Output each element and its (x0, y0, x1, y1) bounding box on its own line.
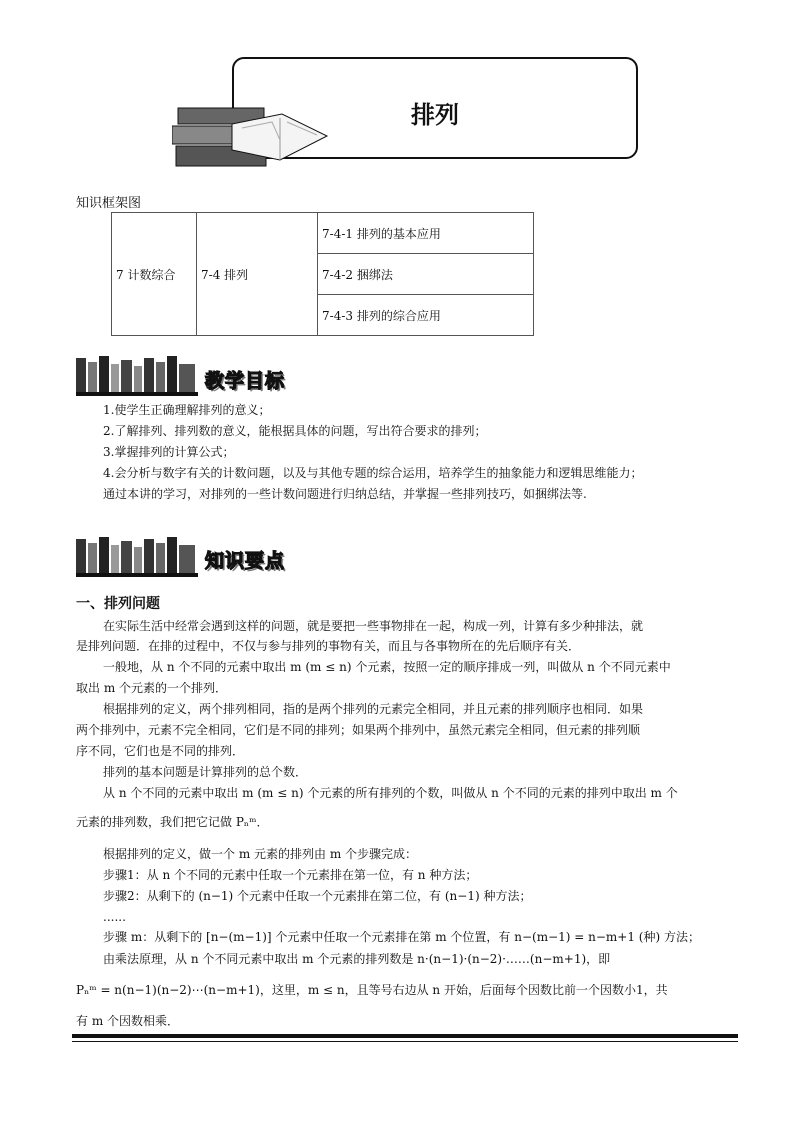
footer-rule-thick (72, 1034, 738, 1038)
framework-table (111, 212, 534, 336)
text-line: ...... (103, 910, 126, 924)
text-line: 从 n 个不同的元素中取出 m (m ≤ n) 个元素的所有排列的个数，叫做从 n 个不同的元素的排列中取出 m 个 (103, 786, 678, 800)
text-line: 步骤1：从 n 个不同的元素中任取一个元素排在第一位，有 n 种方法； (103, 868, 478, 882)
text-line: Pₙᵐ = n(n−1)(n−2)⋯(n−m+1)，这里，m ≤ n，且等号右边从 n 开始，后面每个因数比前一个因数小1，共 (76, 983, 668, 997)
text-line: 有 m 个因数相乘． (76, 1014, 180, 1028)
section-title-points: 知识要点 (205, 550, 286, 572)
text-line: 在实际生活中经常会遇到这样的问题，就是要把一些事物排在一起，构成一列，计算有多少种排法，就 (103, 619, 644, 633)
section-title-goals: 教学目标 (205, 370, 286, 392)
text-line: 根据排列的定义，做一个 m 元素的排列由 m 个步骤完成： (103, 847, 418, 861)
goal-line: 通过本讲的学习，对排列的一些计数问题进行归纳总结，并掌握一些排列技巧，如捆绑法等. (103, 487, 587, 501)
framework-label: 知识框架图 (76, 196, 142, 211)
section-banner-decoration (76, 356, 198, 396)
text-line: 根据排列的定义，两个排列相同，指的是两个排列的元素完全相同，并且元素的排列顺序也相同．如果 (103, 702, 644, 716)
text-line: 序不同，它们也是不同的排列． (76, 744, 245, 758)
framework-item: 7-4-2 捆绑法 (318, 254, 534, 295)
footer-rule-thin (72, 1041, 738, 1042)
framework-item: 7-4-1 排列的基本应用 (318, 213, 534, 254)
text-line: 取出 m 个元素的一个排列． (76, 681, 228, 695)
text-line: 排列的基本问题是计算排列的总个数． (103, 765, 308, 779)
text-line: 步骤2：从剩下的 (n−1) 个元素中任取一个元素排在第二位，有 (n−1) 种方法； (103, 889, 532, 903)
framework-item: 7-4-3 排列的综合应用 (318, 295, 534, 336)
text-line: 两个排列中，元素不完全相同，它们是不同的排列；如果两个排列中，虽然元素完全相同，但元素的排列顺 (76, 723, 641, 737)
goal-line: 2.了解排列、排列数的意义，能根据具体的问题，写出符合要求的排列； (103, 424, 487, 438)
page-title: 排列 (411, 101, 459, 129)
text-line: 由乘法原理，从 n 个不同元素中取出 m 个元素的排列数是 n·(n−1)·(n−2)·……(n−m+1)，即 (103, 952, 611, 966)
goal-line: 1.使学生正确理解排列的意义； (103, 403, 271, 417)
framework-col1: 7 计数综合 (112, 213, 197, 336)
goal-line: 3.掌握排列的计算公式； (103, 445, 235, 459)
text-line: 一般地，从 n 个不同的元素中取出 m (m ≤ n) 个元素，按照一定的顺序排成一列，叫做从 n 个不同元素中 (103, 660, 671, 674)
text-line: 元素的排列数，我们把它记做 Pₙᵐ． (76, 815, 269, 829)
section-banner-decoration (76, 537, 198, 577)
books-illustration (172, 100, 332, 170)
section-heading: 一、排列问题 (76, 596, 160, 612)
text-line: 步骤 m：从剩下的 [n−(m−1)] 个元素中任取一个元素排在第 m 个位置，有 n−(m−1) = n−m+1 (种) 方法； (103, 930, 700, 944)
text-line: 是排列问题．在排的过程中，不仅与参与排列的事物有关，而且与各事物所在的先后顺序有关． (76, 639, 581, 653)
framework-col2: 7-4 排列 (197, 213, 318, 336)
goal-line: 4.会分析与数字有关的计数问题，以及与其他专题的综合运用，培养学生的抽象能力和逻辑思维能力； (103, 466, 643, 480)
